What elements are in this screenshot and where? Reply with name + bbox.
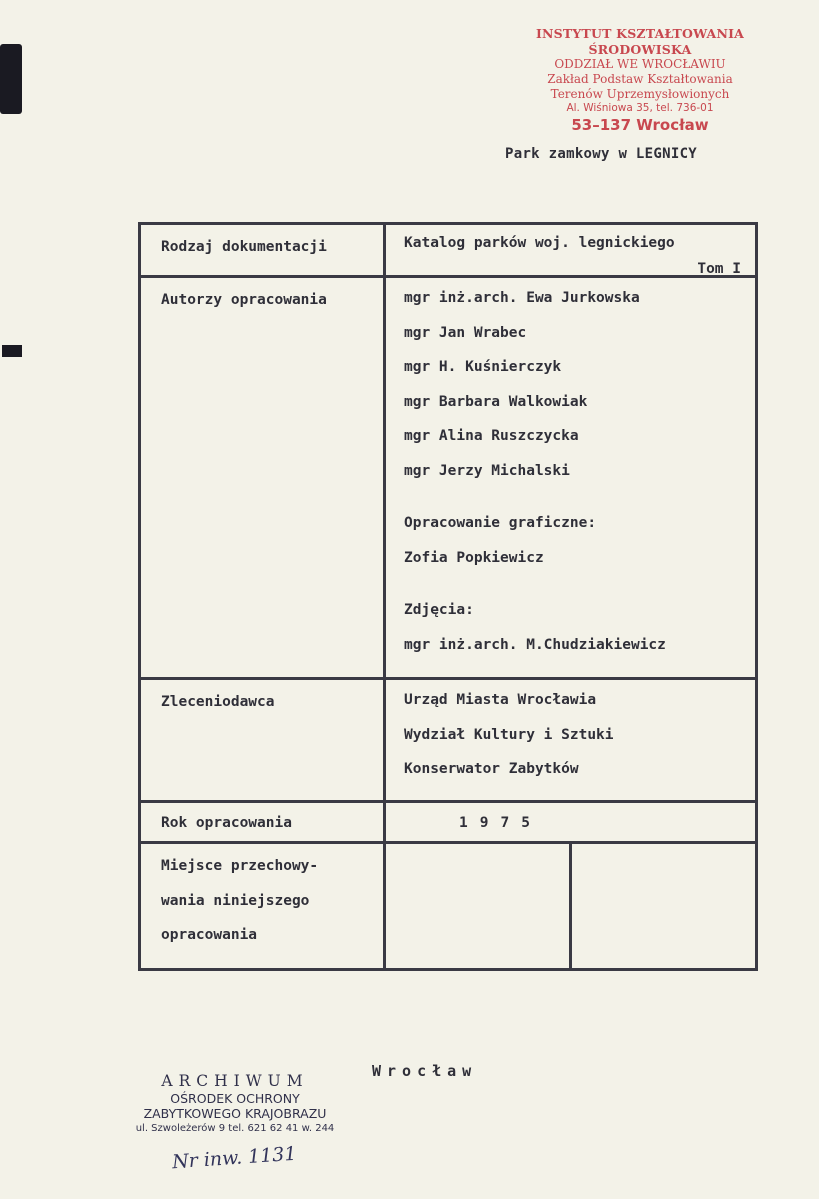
document-subtitle: Park zamkowy w LEGNICY xyxy=(505,146,698,162)
stamp-city: 53–137 Wrocław xyxy=(571,116,709,135)
author-name: mgr Jerzy Michalski xyxy=(404,462,570,479)
doc-type-cell xyxy=(385,224,757,277)
storage-cell-b xyxy=(571,843,757,970)
storage-label xyxy=(140,843,385,970)
client-label: Zleceniodawca xyxy=(140,679,385,802)
storage-label-line: Miejsce przechowy- xyxy=(161,858,319,874)
archive-stamp xyxy=(130,1072,340,1134)
doc-type-label: Rodzaj dokumentacji xyxy=(140,224,385,277)
photos-name: mgr inż.arch. M.Chudziakiewicz xyxy=(404,636,666,653)
stamp-line: Terenów Uprzemysłowionych xyxy=(550,87,730,102)
storage-label-line: opracowania xyxy=(161,927,258,943)
archive-title: ARCHIWUM xyxy=(161,1072,309,1090)
year-cell xyxy=(385,802,757,843)
binder-mark xyxy=(0,44,22,114)
row-client xyxy=(140,679,757,802)
authors-label: Autorzy opracowania xyxy=(140,277,385,679)
archive-line: ZABYTKOWEGO KRAJOBRAZU xyxy=(143,1106,327,1121)
photos-label: Zdjęcia: xyxy=(404,602,474,618)
author-name: mgr inż.arch. Ewa Jurkowska xyxy=(404,290,640,306)
client-line: Wydział Kultury i Sztuki xyxy=(404,726,614,743)
graphics-name: Zofia Popkiewicz xyxy=(404,549,544,566)
row-year xyxy=(140,802,757,843)
archive-line: OŚRODEK OCHRONY xyxy=(170,1091,300,1106)
storage-cell-a xyxy=(385,843,571,970)
storage-label-line: wania niniejszego xyxy=(161,892,310,909)
doc-type-value: Katalog parków woj. legnickiego xyxy=(404,235,675,251)
handwritten-inventory-number: Nr inw. 1131 xyxy=(171,1142,298,1174)
client-line: Urząd Miasta Wrocławia xyxy=(404,692,597,708)
client-line: Konserwator Zabytków xyxy=(404,761,579,777)
institute-stamp xyxy=(520,26,760,135)
volume-label: Tom I xyxy=(697,261,741,277)
documentation-table xyxy=(138,222,758,971)
row-doc-type xyxy=(140,224,757,277)
author-name: mgr Barbara Walkowiak xyxy=(404,393,588,410)
stamp-line: ODDZIAŁ WE WROCŁAWIU xyxy=(554,57,726,72)
stamp-line: Zakład Podstaw Kształtowania xyxy=(547,72,733,87)
client-cell xyxy=(385,679,757,802)
author-name: mgr Jan Wrabec xyxy=(404,324,527,341)
graphics-label: Opracowanie graficzne: xyxy=(404,515,597,531)
year-value: 1975 xyxy=(459,815,542,831)
row-storage xyxy=(140,843,757,970)
author-name: mgr Alina Ruszczycka xyxy=(404,428,579,444)
stamp-address: Al. Wiśniowa 35, tel. 736-01 xyxy=(566,102,714,115)
stamp-line: INSTYTUT KSZTAŁTOWANIA ŚRODOWISKA xyxy=(535,26,745,57)
year-label: Rok opracowania xyxy=(140,802,385,843)
row-authors xyxy=(140,277,757,679)
archive-address: ul. Szwoleżerów 9 tel. 621 62 41 w. 244 xyxy=(135,1123,335,1134)
author-name: mgr H. Kuśnierczyk xyxy=(404,359,562,375)
binder-mark xyxy=(2,345,22,357)
authors-cell xyxy=(385,277,757,679)
place-name: Wrocław xyxy=(372,1062,478,1080)
